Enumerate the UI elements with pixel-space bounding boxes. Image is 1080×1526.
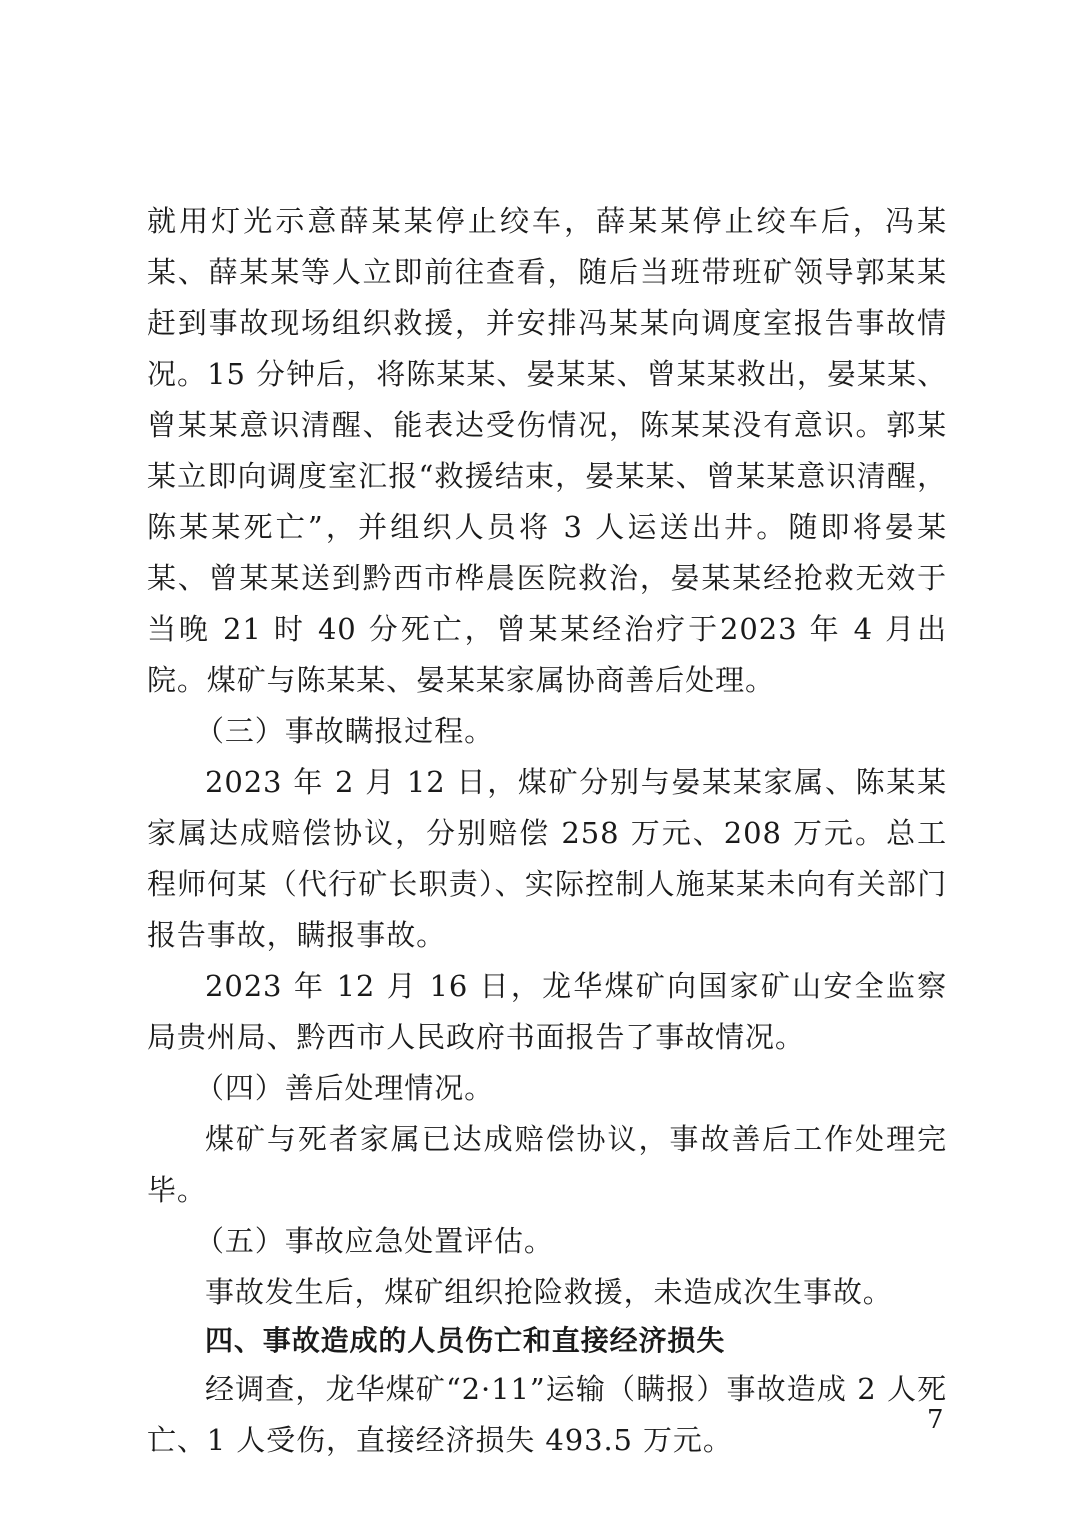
section-heading-casualties-losses: 四、事故造成的人员伤亡和直接经济损失 [205, 1324, 726, 1357]
paragraph-compensation-agreement: 2023 年 2 月 12 日，煤矿分别与晏某某家属、陈某某家属达成赔偿协议，分别赔偿 258 万元、208 万元。总工程师何某（代行矿长职责）、实际控制人施某某未向有关部门报告事故，瞒报事故。 [147, 765, 947, 952]
paragraph-rescue-process: 就用灯光示意薛某某停止绞车，薛某某停止绞车后，冯某某、薛某某等人立即前往查看，随后当班带班矿领导郭某某赶到事故现场组织救援，并安排冯某某向调度室报告事故情况。15 分钟后，将陈某某、晏某某、曾某某救出，晏某某、曾某某意识清醒、能表达受伤情况，陈某某没有意识。郭某某立即向调度室汇报“救援结束，晏某某、曾某某意识清醒，陈某某死亡”，并组织人员将 3 人运送出井。随即将晏某某、曾某某送到黔西市桦晨医院救治，晏某某经抢救无效于当晚 21 时 40 分死亡，曾某某经治疗于2023 年 4 月出院。煤矿与陈某某、晏某某家属协商善后处理。 [147, 204, 947, 697]
page-number: 7 [927, 1405, 944, 1435]
paragraph-written-report: 2023 年 12 月 16 日，龙华煤矿向国家矿山安全监察局贵州局、黔西市人民政府书面报告了事故情况。 [147, 969, 947, 1054]
subheading-aftermath-handling: （四）善后处理情况。 [195, 1071, 495, 1105]
subheading-emergency-evaluation: （五）事故应急处置评估。 [195, 1224, 554, 1258]
subheading-concealment-process: （三）事故瞒报过程。 [195, 714, 495, 748]
document-body [147, 196, 947, 1466]
paragraph-casualties-summary: 经调查，龙华煤矿“2·11”运输（瞒报）事故造成 2 人死亡、1 人受伤，直接经济损失 493.5 万元。 [147, 1372, 947, 1457]
paragraph-aftermath-complete: 煤矿与死者家属已达成赔偿协议，事故善后工作处理完毕。 [147, 1122, 947, 1207]
paragraph-emergency-result: 事故发生后，煤矿组织抢险救援，未造成次生事故。 [205, 1275, 893, 1309]
